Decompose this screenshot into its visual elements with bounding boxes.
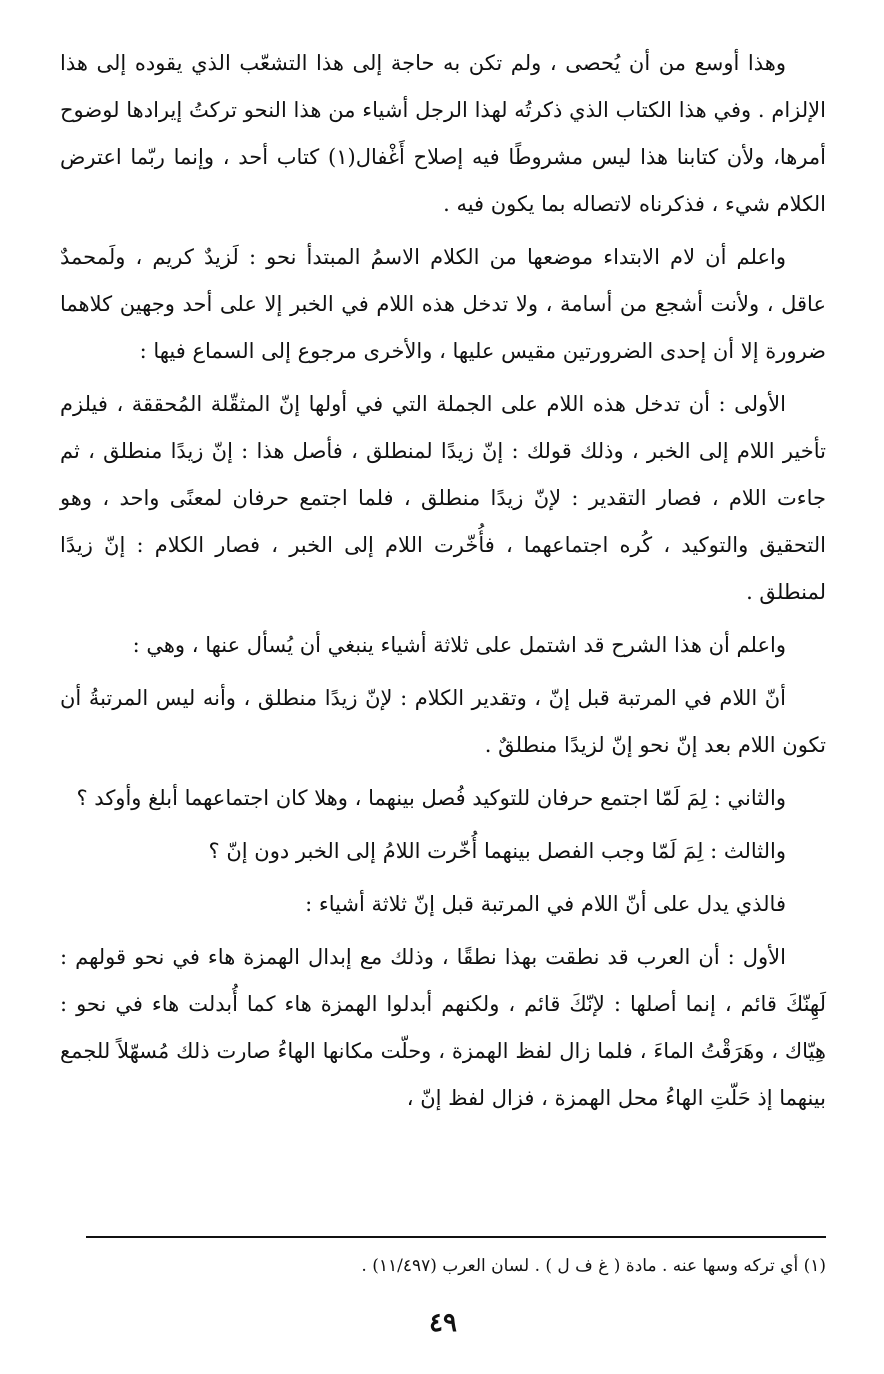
footnote-separator (86, 1236, 826, 1238)
footnote: (١) أي تركه وسها عنه . مادة ( غ ف ل ) . لسان العرب (١١/٤٩٧) . (361, 1256, 826, 1276)
paragraph-4: واعلم أن هذا الشرح قد اشتمل على ثلاثة أشياء ينبغي أن يُسأل عنها ، وهي : (132, 633, 786, 657)
paragraph-6: والثاني : لِمَ لَمّا اجتمع حرفان للتوكيد فُصل بينهما ، وهلا كان اجتماعهما أبلغ وأوكد ؟ (76, 786, 786, 810)
paragraph-1: وهذا أوسع من أن يُحصى ، ولم تكن به حاجة إلى هذا التشعّب الذي يقوده إلى هذا الإلزام . وفي هذا الكتاب الذي ذكرتُه لهذا الرجل أشياء من هذا النحو تركتُ إيرادها لوضوح أمرها، ولأن كتابنا هذا ليس مشروطًا فيه إصلاح أَغْفال(١) كتاب أحد ، وإنما ربّما اعترض الكلام شيء ، فذكرناه لاتصاله بما يكون فيه . (60, 51, 826, 216)
main-text (60, 40, 826, 1122)
page-number: ٤٩ (429, 1308, 457, 1338)
book-page (60, 40, 826, 1340)
paragraph-8: فالذي يدل على أنّ اللام في المرتبة قبل إنّ ثلاثة أشياء : (305, 892, 786, 916)
paragraph-9: الأول : أن العرب قد نطقت بهذا نطقًا ، وذلك مع إبدال الهمزة هاء في نحو قولهم : لَهِنّكَ قائم ، إنما أصلها : لإنّكَ قائم ، ولكنهم أبدلوا الهمزة هاء كما أُبدلت هاء في نحو : هِيّاك ، وهَرَقْتُ الماءَ ، فلما زال لفظ الهمزة ، وحلّت مكانها الهاءُ صارت ذلك مُسهّلاً للجمع بينهما إذ حَلّتِ الهاءُ محل الهمزة ، فزال لفظ إنّ ، (60, 945, 826, 1110)
paragraph-5: أنّ اللام في المرتبة قبل إنّ ، وتقدير الكلام : لإنّ زيدًا منطلق ، وأنه ليس المرتبةُ أن تكون اللام بعد إنّ نحو إنّ لزيدًا منطلقٌ . (60, 686, 826, 757)
paragraph-7: والثالث : لِمَ لَمّا وجب الفصل بينهما أُخّرت اللامُ إلى الخبر دون إنّ ؟ (208, 839, 786, 863)
paragraph-3: الأولى : أن تدخل هذه اللام على الجملة التي في أولها إنّ المثقّلة المُحققة ، فيلزم تأخير اللام إلى الخبر ، وذلك قولك : إنّ زيدًا لمنطلق ، فأصل هذا : إنّ زيدًا منطلق ، ثم جاءت اللام ، فصار التقدير : لإنّ زيدًا منطلق ، فلما اجتمع حرفان لمعنًى واحد ، وهو التحقيق والتوكيد ، كُره اجتماعهما ، فأُخّرت اللام إلى الخبر ، فصار الكلام : إنّ زيدًا لمنطلق . (60, 392, 826, 604)
paragraph-2: واعلم أن لام الابتداء موضعها من الكلام الاسمُ المبتدأ نحو : لَزيدٌ كريم ، ولَمحمدٌ عاقل ، ولأنت أشجع من أسامة ، ولا تدخل هذه اللام في الخبر إلا على أحد وجهين كلاهما ضرورة إلا أن إحدى الضرورتين مقيس عليها ، والأخرى مرجوع إلى السماع فيها : (60, 245, 826, 363)
